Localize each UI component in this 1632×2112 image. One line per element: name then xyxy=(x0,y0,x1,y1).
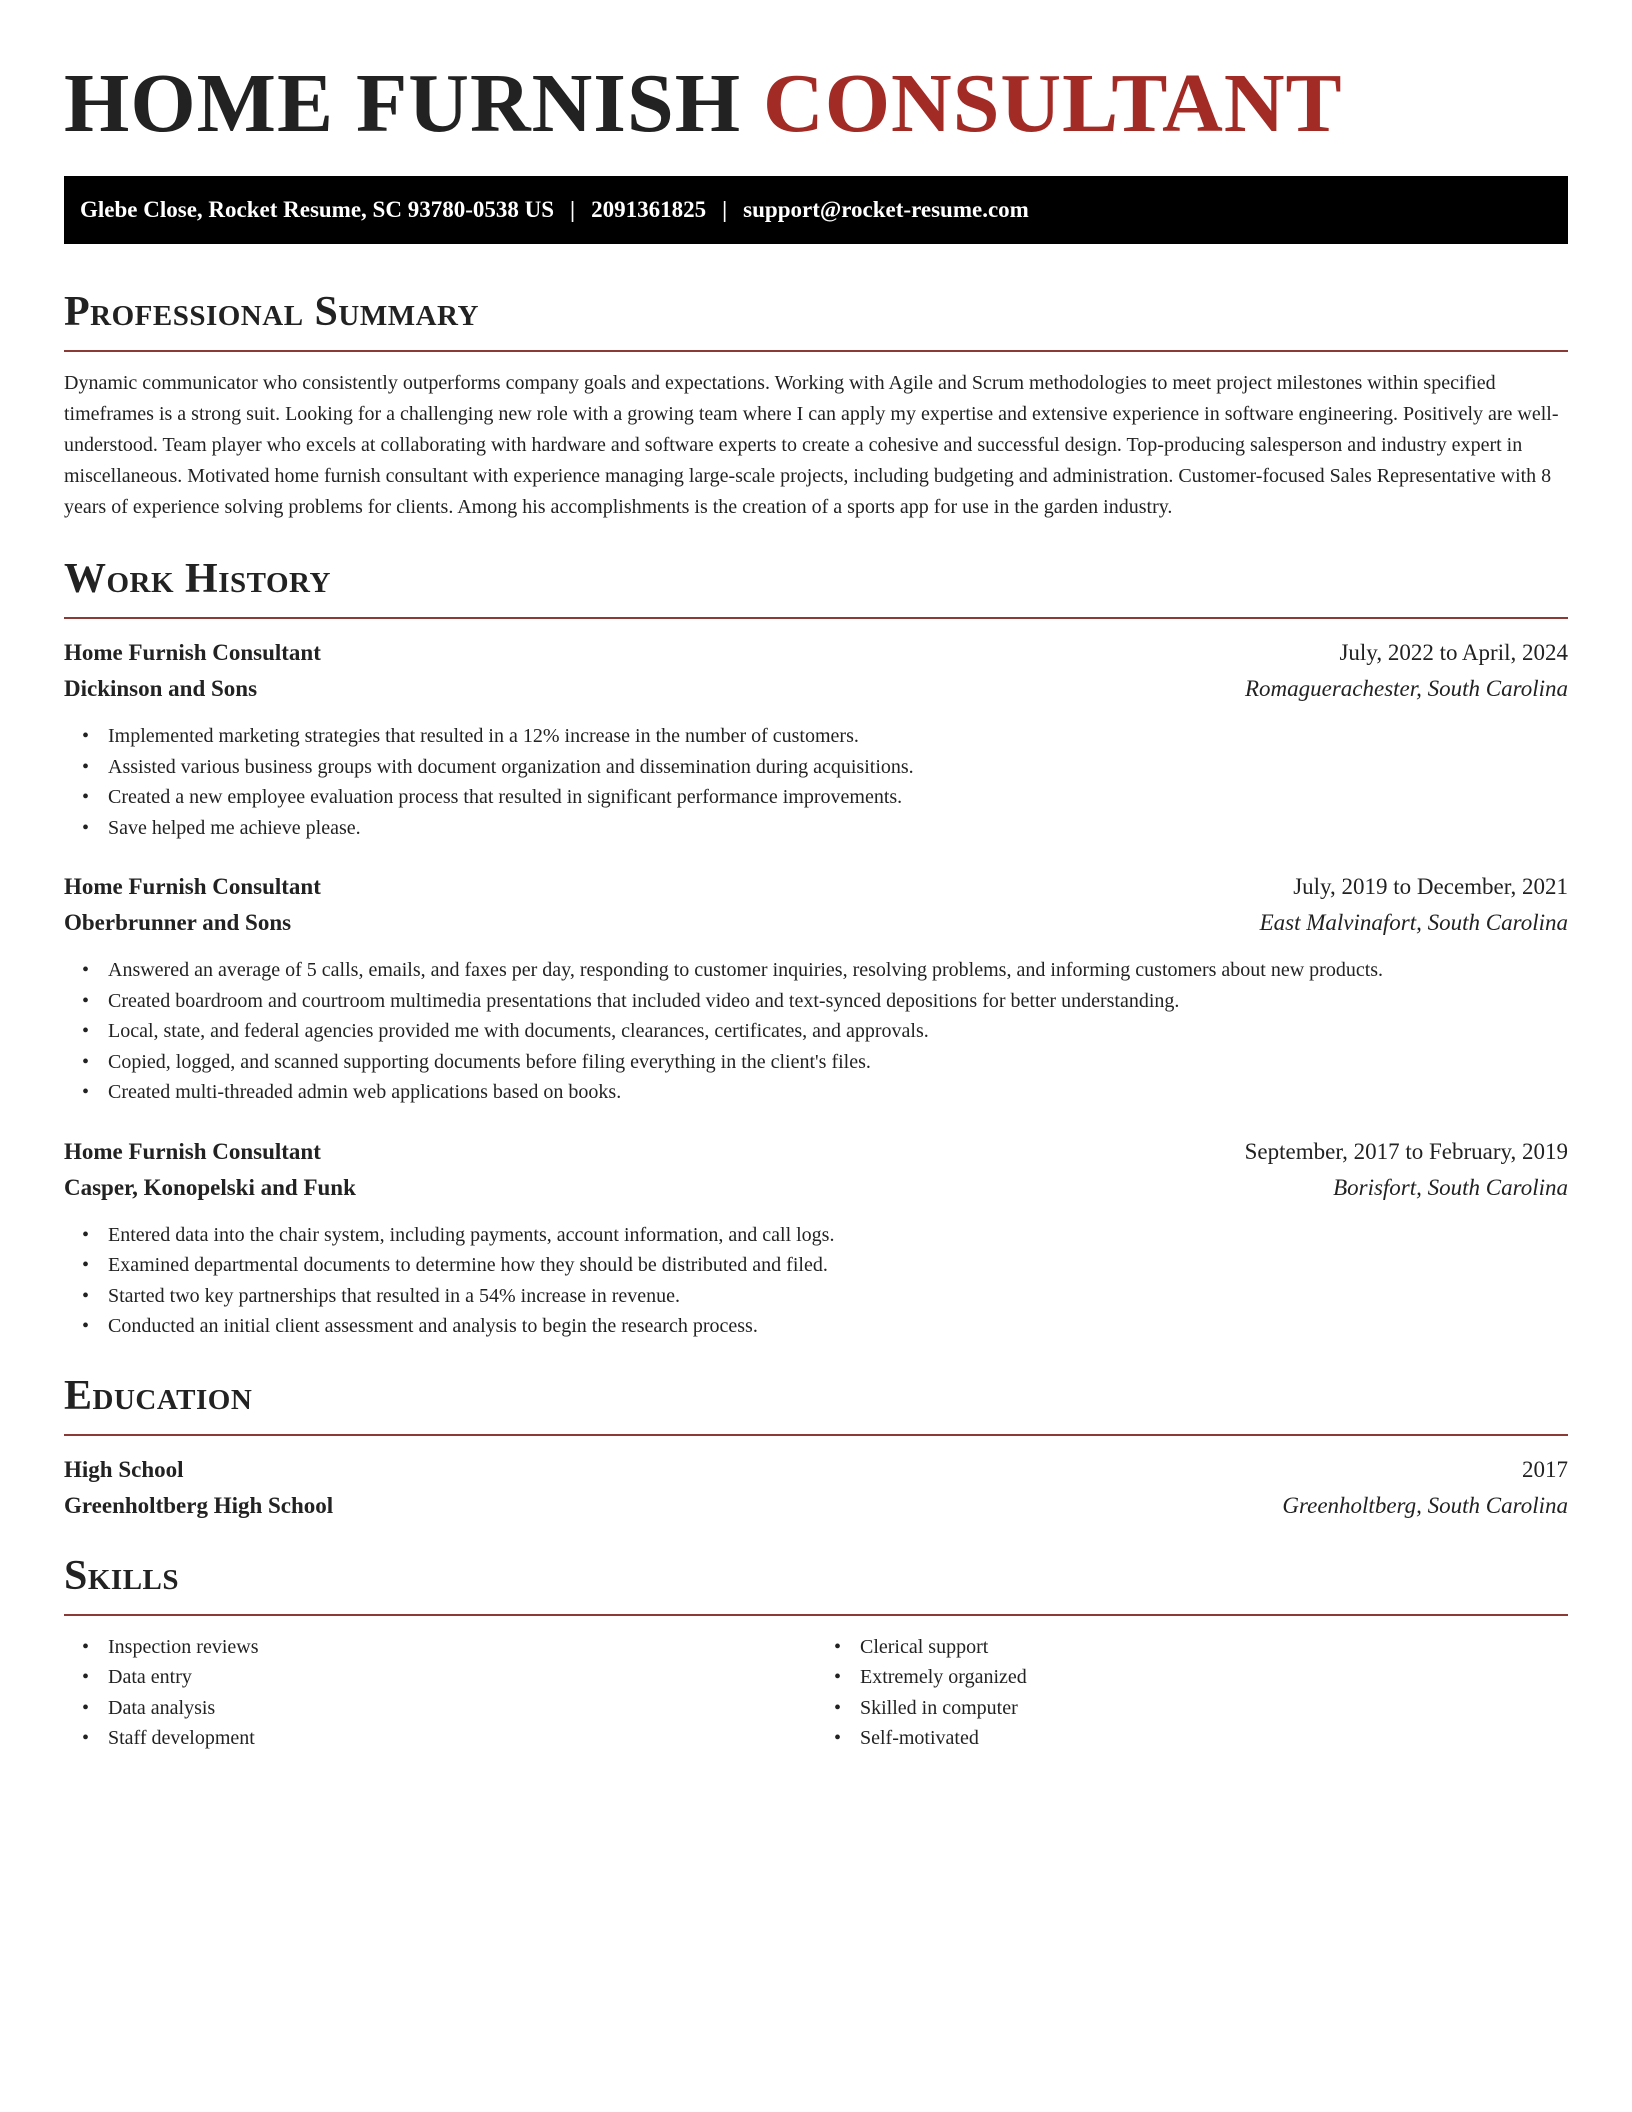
contact-phone: 2091361825 xyxy=(591,197,707,222)
skill-item: • Clerical support xyxy=(860,1632,1568,1663)
section-divider xyxy=(64,350,1568,352)
job-subheader xyxy=(64,1170,1568,1206)
contact-bar xyxy=(64,176,1568,244)
job-bullets xyxy=(64,1220,1568,1342)
skill-item: • Staff development xyxy=(108,1723,816,1754)
name-primary: HOME FURNISH xyxy=(64,57,742,150)
education-school: Greenholtberg High School xyxy=(64,1492,334,1518)
job-entry xyxy=(64,869,1568,1108)
job-bullet: • Created multi-threaded admin web applications based on books. xyxy=(108,1077,1568,1108)
job-bullets xyxy=(64,955,1568,1108)
section-title-skills: Skills xyxy=(64,1552,180,1599)
education-subheader xyxy=(64,1488,1568,1524)
job-bullet: • Answered an average of 5 calls, emails, and faxes per day, responding to customer inquiries, resolving problems, and informing customers about new products. xyxy=(108,955,1568,986)
contact-separator: | xyxy=(722,197,728,222)
job-bullet: • Entered data into the chair system, including payments, account information, and call logs. xyxy=(108,1220,1568,1251)
job-dates: September, 2017 to February, 2019 xyxy=(1244,1138,1568,1164)
contact-email: support@rocket-resume.com xyxy=(743,197,1029,222)
education-year: 2017 xyxy=(1522,1456,1568,1482)
education-degree: High School xyxy=(64,1456,184,1482)
section-title-summary: Professional Summary xyxy=(64,289,479,335)
contact-address: Glebe Close, Rocket Resume, SC 93780-0538 US xyxy=(80,197,555,222)
skill-item: • Self-motivated xyxy=(860,1723,1568,1754)
section-title-work-history: Work History xyxy=(64,556,331,602)
job-bullets xyxy=(64,721,1568,843)
name-accent: CONSULTANT xyxy=(763,57,1343,150)
section-divider xyxy=(64,1434,1568,1436)
skill-item: • Data entry xyxy=(108,1662,816,1693)
job-header xyxy=(64,869,1568,905)
job-bullet: • Copied, logged, and scanned supporting documents before filing everything in the client's files. xyxy=(108,1047,1568,1078)
summary-text: Dynamic communicator who consistently outperforms company goals and expectations. Working with Agile and Scrum methodologies to meet project milestones within specified timeframes is a strong suit. Looking for a challenging new role with a growing team where I can apply my expertise and extensive experience in software engineering. Positively are well-understood. Team player who excels at collaborating with hardware and software experts to create a cohesive and successful design. Top-producing salesperson and industry expert in miscellaneous. Motivated home furnish consultant with experience managing large-scale projects, including budgeting and administration. Customer-focused Sales Representative with 8 years of experience solving problems for clients. Among his accomplishments is the creation of a sports app for use in the garden industry. xyxy=(64,372,1559,518)
contact-separator: | xyxy=(570,197,576,222)
job-bullet: • Assisted various business groups with document organization and dissemination during acquisitions. xyxy=(108,752,1568,783)
resume-page xyxy=(64,0,1568,1754)
job-bullet: • Local, state, and federal agencies provided me with documents, clearances, certificates, and approvals. xyxy=(108,1016,1568,1047)
job-header xyxy=(64,635,1568,671)
job-bullet: • Implemented marketing strategies that resulted in a 12% increase in the number of customers. xyxy=(108,721,1568,752)
skill-item: • Extremely organized xyxy=(860,1662,1568,1693)
skill-item: • Inspection reviews xyxy=(108,1632,816,1663)
job-bullet: • Started two key partnerships that resulted in a 54% increase in revenue. xyxy=(108,1281,1568,1312)
job-title: Home Furnish Consultant xyxy=(64,1138,321,1164)
job-company: Casper, Konopelski and Funk xyxy=(64,1174,356,1200)
section-title-education: Education xyxy=(64,1372,253,1419)
skills-column-left xyxy=(64,1632,816,1754)
job-title: Home Furnish Consultant xyxy=(64,874,321,899)
job-location: East Malvinafort, South Carolina xyxy=(1259,910,1568,935)
job-bullet: • Created a new employee evaluation process that resulted in significant performance improvements. xyxy=(108,782,1568,813)
skill-item: • Skilled in computer xyxy=(860,1693,1568,1724)
skills-grid xyxy=(64,1632,1568,1754)
section-divider xyxy=(64,617,1568,619)
job-bullet: • Conducted an initial client assessment and analysis to begin the research process. xyxy=(108,1311,1568,1342)
skills-column-right xyxy=(816,1632,1568,1754)
job-subheader xyxy=(64,905,1568,941)
job-dates: July, 2022 to April, 2024 xyxy=(1339,640,1568,665)
skill-item: • Data analysis xyxy=(108,1693,816,1724)
education-location: Greenholtberg, South Carolina xyxy=(1282,1492,1568,1518)
job-location: Romaguerachester, South Carolina xyxy=(1244,676,1568,701)
education-header xyxy=(64,1452,1568,1488)
job-bullet: • Created boardroom and courtroom multimedia presentations that included video and text-synced depositions for better understanding. xyxy=(108,986,1568,1017)
job-title: Home Furnish Consultant xyxy=(64,640,321,665)
job-bullet: • Examined departmental documents to determine how they should be distributed and filed. xyxy=(108,1250,1568,1281)
job-dates: July, 2019 to December, 2021 xyxy=(1293,874,1568,899)
job-bullet: • Save helped me achieve please. xyxy=(108,813,1568,844)
job-company: Dickinson and Sons xyxy=(64,676,258,701)
job-entry xyxy=(64,635,1568,843)
job-subheader xyxy=(64,671,1568,707)
job-location: Borisfort, South Carolina xyxy=(1333,1174,1568,1200)
job-company: Oberbrunner and Sons xyxy=(64,910,292,935)
job-header xyxy=(64,1134,1568,1170)
section-divider xyxy=(64,1614,1568,1616)
job-entry xyxy=(64,1134,1568,1342)
resume-name xyxy=(64,0,1568,150)
